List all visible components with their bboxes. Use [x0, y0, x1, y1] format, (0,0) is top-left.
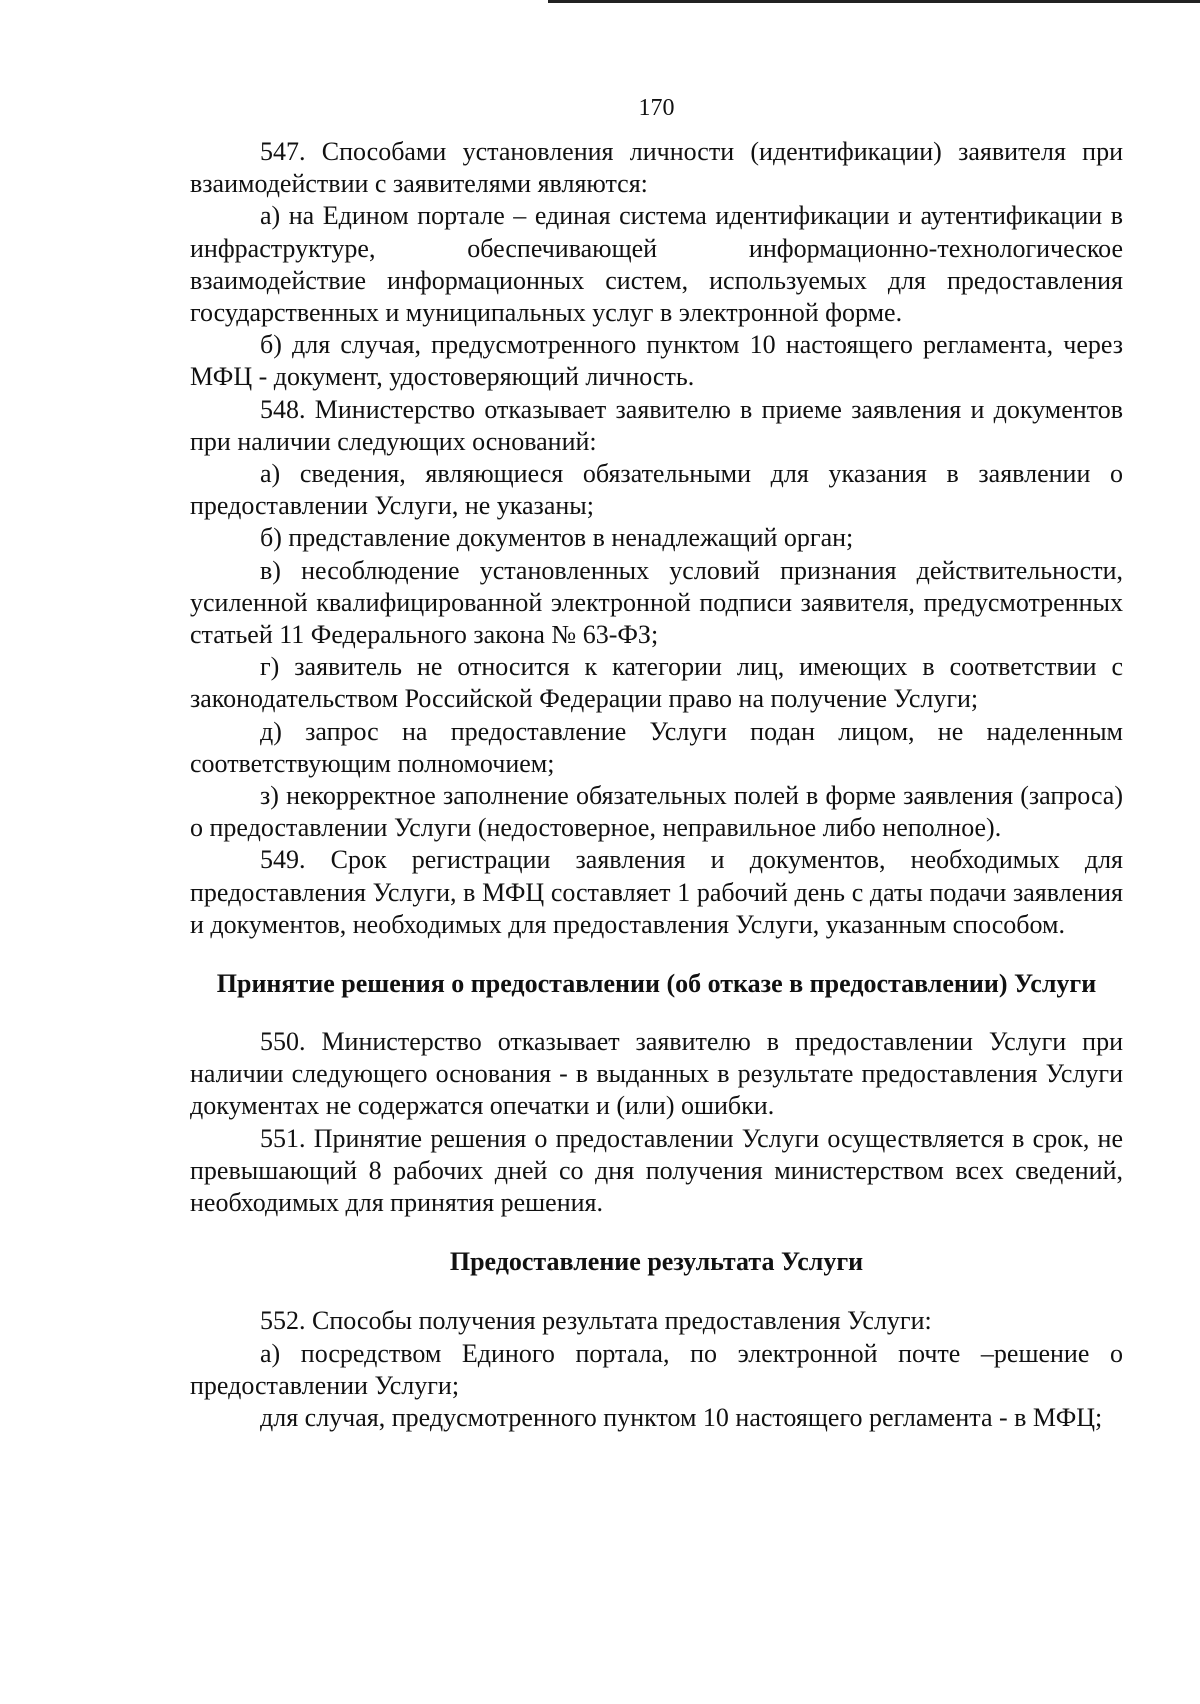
page-number: 170	[638, 95, 675, 121]
section-heading-decision: Принятие решения о предоставлении (об отказе в предоставлении) Услуги	[216, 969, 1097, 999]
paragraph-547: 547. Способами установления личности (идентификации) заявителя при взаимодействии с заявителями являются:	[190, 137, 1123, 199]
paragraph-551: 551. Принятие решения о предоставлении Услуги осуществляется в срок, не превышающий 8 рабочих дней со дня получения министерством всех сведений, необходимых для принятия решения.	[190, 1123, 1123, 1218]
paragraph-550: 550. Министерство отказывает заявителю в предоставлении Услуги при наличии следующего основания - в выданных в результате предоставления Услуги документах не содержатся опечатки и (или) ошибки.	[190, 1027, 1123, 1121]
paragraph-548-z: з) некорректное заполнение обязательных полей в форме заявления (запроса) о предоставлении Услуги (недостоверное, неправильное либо неполное).	[190, 781, 1123, 843]
paragraph-552-a: а) посредством Единого портала, по электронной почте –решение о предоставлении Услуги;	[190, 1338, 1123, 1400]
paragraph-548: 548. Министерство отказывает заявителю в приеме заявления и документов при наличии следующих оснований:	[190, 394, 1123, 456]
paragraph-552-mfc: для случая, предусмотренного пунктом 10 настоящего регламента - в МФЦ;	[260, 1402, 1103, 1432]
paragraph-548-v: в) несоблюдение установленных условий признания действительности, усиленной квалифицированной электронной подписи заявителя, предусмотренных статьей 11 Федерального закона № 63-ФЗ;	[190, 555, 1123, 650]
paragraph-547-a: а) на Едином портале – единая система идентификации и аутентификации в инфраструктуре, обеспечивающей информационно-технологическое взаимодействие информационных систем, используемых для предоставления государственных и муниципальных услуг в электронной форме.	[190, 201, 1123, 328]
paragraph-548-b: б) представление документов в ненадлежащий орган;	[260, 523, 854, 553]
section-heading-result: Предоставление результата Услуги	[449, 1247, 864, 1277]
paragraph-549: 549. Срок регистрации заявления и документов, необходимых для предоставления Услуги, в МФЦ составляет 1 рабочий день с даты подачи заявления и документов, необходимых для предоставления Услуги, указанным способом.	[190, 845, 1123, 939]
paragraph-548-d: д) запрос на предоставление Услуги подан лицом, не наделенным соответствующим полномочием;	[190, 716, 1123, 778]
paragraph-548-a: а) сведения, являющиеся обязательными для указания в заявлении о предоставлении Услуги, не указаны;	[190, 459, 1123, 521]
document-page	[190, 88, 1123, 1434]
paragraph-552: 552. Способы получения результата предоставления Услуги:	[260, 1306, 932, 1336]
paragraph-547-b: б) для случая, предусмотренного пунктом 10 настоящего регламента, через МФЦ - документ, удостоверяющий личность.	[190, 330, 1123, 392]
scan-top-edge-line	[548, 0, 1200, 3]
paragraph-548-g: г) заявитель не относится к категории лиц, имеющих в соответствии с законодательством Российской Федерации право на получение Услуги;	[190, 652, 1123, 714]
